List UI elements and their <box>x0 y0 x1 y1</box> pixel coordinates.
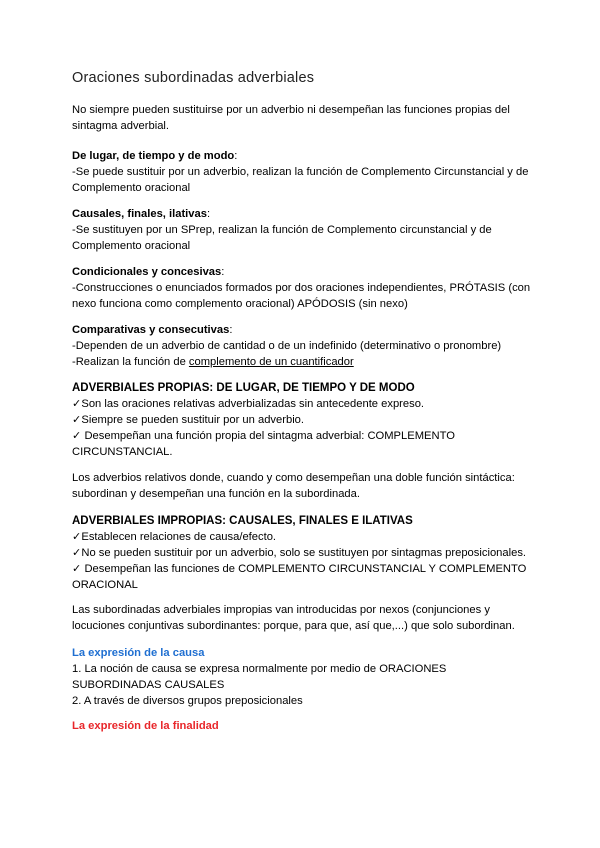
paragraph-line: subordinan y desempeñan una función en la subordinada. <box>72 488 360 500</box>
section-impropias <box>72 513 542 593</box>
heading-colon: : <box>206 208 211 220</box>
intro-line: sintagma adverbial. <box>72 120 170 132</box>
check-item: ✓Siempre se pueden sustituir por un adverbio. <box>72 414 305 426</box>
section-line: -Se puede sustituir por un adverbio, realizan la función de Complemento Circunstancial y de <box>72 166 529 178</box>
numbered-item-continuation: SUBORDINADAS CAUSALES <box>72 679 225 691</box>
section-condicionales <box>72 264 542 312</box>
section-causa <box>72 645 542 709</box>
relativos-paragraph <box>72 470 542 502</box>
check-item: ✓Establecen relaciones de causa/efecto. <box>72 531 277 543</box>
section-propias <box>72 380 542 460</box>
section-heading: Condicionales y concesivas <box>72 266 222 278</box>
check-item: ✓ Desempeñan las funciones de COMPLEMENTO CIRCUNSTANCIAL Y COMPLEMENTO <box>72 563 527 575</box>
intro-paragraph <box>72 102 542 134</box>
causa-heading: La expresión de la causa <box>72 647 205 659</box>
section-heading: ADVERBIALES PROPIAS: DE LUGAR, DE TIEMPO Y DE MODO <box>72 382 415 394</box>
section-line: -Construcciones o enunciados formados por dos oraciones independientes, PRÓTASIS (con <box>72 282 531 294</box>
numbered-item: 2. A través de diversos grupos preposicionales <box>72 695 303 707</box>
section-line-prefix: -Realizan la función de <box>72 356 189 368</box>
section-heading: ADVERBIALES IMPROPIAS: CAUSALES, FINALES E ILATIVAS <box>72 515 413 527</box>
numbered-item: 1. La noción de causa se expresa normalmente por medio de ORACIONES <box>72 663 447 675</box>
check-item-continuation: ORACIONAL <box>72 579 138 591</box>
intro-line: No siempre pueden sustituirse por un adverbio ni desempeñan las funciones propias del <box>72 104 510 116</box>
section-line: -Se sustituyen por un SPrep, realizan la función de Complemento circunstancial y de <box>72 224 492 236</box>
section-causales <box>72 206 542 254</box>
check-item-continuation: CIRCUNSTANCIAL. <box>72 446 173 458</box>
section-comparativas <box>72 322 542 370</box>
paragraph-line: Las subordinadas adverbiales impropias van introducidas por nexos (conjunciones y <box>72 604 490 616</box>
section-line: -Dependen de un adverbio de cantidad o de un indefinido (determinativo o pronombre) <box>72 340 502 352</box>
page-title: Oraciones subordinadas adverbiales <box>72 70 315 86</box>
heading-colon: : <box>234 150 238 162</box>
section-line: nexo funciona como complemento oracional) APÓDOSIS (sin nexo) <box>72 298 408 310</box>
section-heading: Comparativas y consecutivas <box>72 324 230 336</box>
section-heading: Causales, finales, ilativas <box>72 208 207 220</box>
paragraph-line: Los adverbios relativos donde, cuando y como desempeñan una doble función sintáctica: <box>72 472 515 484</box>
finalidad-heading: La expresión de la finalidad <box>72 720 219 732</box>
check-item: ✓Son las oraciones relativas adverbializadas sin antecedente expreso. <box>72 398 425 410</box>
underlined-term: complemento de un cuantificador <box>188 356 354 368</box>
nexos-paragraph <box>72 602 542 634</box>
section-heading: De lugar, de tiempo y de modo <box>72 150 235 162</box>
check-item: ✓No se pueden sustituir por un adverbio, solo se sustituyen por sintagmas preposicionales. <box>72 547 527 559</box>
section-line: Complemento oracional <box>72 240 191 252</box>
heading-colon: : <box>221 266 225 278</box>
paragraph-line: locuciones conjuntivas subordinantes: porque, para que, así que,...) que solo subordinan. <box>72 620 515 632</box>
section-line: Complemento oracional <box>72 182 191 194</box>
check-item: ✓ Desempeñan una función propia del sintagma adverbial: COMPLEMENTO <box>72 430 455 442</box>
section-lugar <box>72 148 542 196</box>
section-finalidad <box>72 718 542 734</box>
heading-colon: : <box>229 324 233 336</box>
